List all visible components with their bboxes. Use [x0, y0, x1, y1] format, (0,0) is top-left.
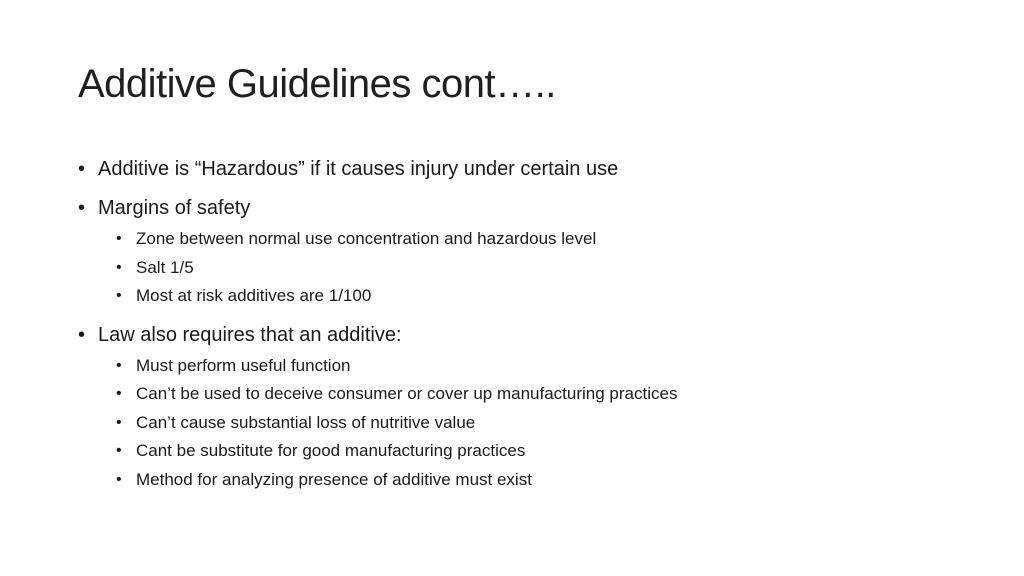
- sub-bullet-dot: •: [116, 413, 122, 431]
- sub-bullet-text: Zone between normal use concentration and hazardous level: [136, 229, 597, 248]
- sub-bullet-text: Can’t cause substantial loss of nutritive value: [136, 412, 476, 432]
- sub-bullet-dot: •: [116, 287, 122, 304]
- sub-bullet-text: Salt 1/5: [136, 257, 194, 277]
- sub-bullet-dot: •: [116, 470, 122, 488]
- sub-bullet-list: [98, 352, 958, 495]
- bullet-text: Law also requires that an additive:: [98, 323, 402, 346]
- sub-bullet-text: Must perform useful function: [136, 355, 351, 375]
- sub-bullet-list: [98, 225, 958, 311]
- bullet-item: [78, 193, 958, 311]
- sub-bullet-item: [116, 437, 938, 466]
- slide-title: Additive Guidelines cont…..: [78, 62, 556, 106]
- sub-bullet-item: [116, 409, 938, 438]
- sub-bullet-dot: •: [116, 230, 122, 247]
- sub-bullet-item: [116, 352, 938, 381]
- sub-bullet-text: Cant be substitute for good manufacturing practices: [136, 441, 526, 460]
- sub-bullet-dot: •: [116, 442, 122, 459]
- sub-bullet-text: Method for analyzing presence of additive must exist: [136, 469, 532, 489]
- bullet-item: [78, 154, 958, 184]
- sub-bullet-dot: •: [116, 385, 122, 402]
- bullet-text: Additive is “Hazardous” if it causes injury under certain use: [98, 158, 619, 180]
- bullet-dot: •: [78, 197, 86, 219]
- sub-bullet-item: [116, 380, 938, 409]
- sub-bullet-item: [116, 254, 938, 283]
- sub-bullet-text: Can’t be used to deceive consumer or cover up manufacturing practices: [136, 384, 678, 403]
- bullet-dot: •: [78, 323, 86, 346]
- sub-bullet-dot: •: [116, 258, 122, 276]
- bullet-item: [78, 320, 958, 495]
- sub-bullet-item: [116, 466, 938, 495]
- sub-bullet-dot: •: [116, 356, 122, 374]
- sub-bullet-item: [116, 225, 938, 254]
- bullet-list: [78, 154, 958, 494]
- sub-bullet-item: [116, 282, 938, 311]
- sub-bullet-text: Most at risk additives are 1/100: [136, 286, 372, 305]
- bullet-text: Margins of safety: [98, 197, 251, 219]
- bullet-dot: •: [78, 158, 86, 180]
